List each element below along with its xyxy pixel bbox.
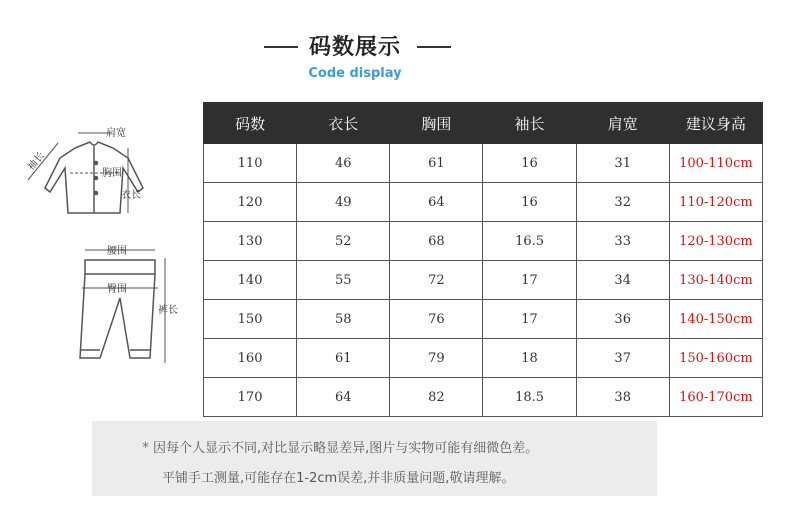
title-line-right [417, 46, 451, 48]
cell-height: 150-160cm [669, 339, 762, 378]
garment-diagram [20, 118, 195, 378]
cell-shoulder: 33 [576, 222, 669, 261]
title-line-left [264, 46, 298, 48]
cell-chest: 79 [390, 339, 483, 378]
cell-shoulder: 32 [576, 183, 669, 222]
label-length: 衣长 [121, 190, 141, 201]
note-line-1 [142, 437, 538, 456]
cell-length: 46 [297, 144, 390, 183]
cell-sleeve: 16 [483, 144, 576, 183]
page-subtitle: Code display [308, 66, 402, 81]
cell-length: 64 [297, 378, 390, 417]
header-height: 建议身高 [669, 103, 762, 144]
table-row [204, 300, 763, 339]
cell-height: 100-110cm [669, 144, 762, 183]
label-shoulder: 肩宽 [106, 128, 126, 139]
cell-sleeve: 17 [483, 300, 576, 339]
cell-sleeve: 16.5 [483, 222, 576, 261]
cell-chest: 68 [390, 222, 483, 261]
cell-height: 130-140cm [669, 261, 762, 300]
cell-length: 61 [297, 339, 390, 378]
cell-shoulder: 37 [576, 339, 669, 378]
label-hip: 臀围 [107, 284, 127, 295]
pants-illustration [80, 260, 155, 358]
cell-shoulder: 36 [576, 300, 669, 339]
cell-size: 120 [204, 183, 297, 222]
page-title: 码数展示 [308, 35, 401, 60]
cell-length: 49 [297, 183, 390, 222]
table-header-row [204, 103, 763, 144]
cell-sleeve: 17 [483, 261, 576, 300]
table-row [204, 261, 763, 300]
header-sleeve: 袖长 [483, 103, 576, 144]
cell-length: 55 [297, 261, 390, 300]
note-text-1: 因每个人显示不同,对比显示略显差异,图片与实物可能有细微色差。 [153, 441, 539, 456]
cell-sleeve: 18 [483, 339, 576, 378]
cell-size: 160 [204, 339, 297, 378]
table-row [204, 222, 763, 261]
cell-shoulder: 38 [576, 378, 669, 417]
cell-size: 130 [204, 222, 297, 261]
header-shoulder: 肩宽 [576, 103, 669, 144]
cell-shoulder: 31 [576, 144, 669, 183]
note-line-2 [162, 467, 514, 486]
table-row [204, 378, 763, 417]
cell-size: 110 [204, 144, 297, 183]
cell-height: 140-150cm [669, 300, 762, 339]
label-waist: 腰围 [107, 246, 127, 257]
cell-chest: 61 [390, 144, 483, 183]
label-sleeve: 袖长 [25, 150, 48, 173]
cell-length: 58 [297, 300, 390, 339]
header-length: 衣长 [297, 103, 390, 144]
header [0, 22, 790, 92]
cell-chest: 82 [390, 378, 483, 417]
notes-box [92, 421, 657, 496]
cell-chest: 72 [390, 261, 483, 300]
label-chest: 胸围 [102, 168, 122, 179]
note-text-2: 平铺手工测量,可能存在1-2cm误差,并非质量问题,敬请理解。 [162, 471, 515, 486]
cell-height: 110-120cm [669, 183, 762, 222]
cell-shoulder: 34 [576, 261, 669, 300]
cell-chest: 64 [390, 183, 483, 222]
header-size: 码数 [204, 103, 297, 144]
asterisk-icon: * [142, 440, 149, 456]
cell-height: 160-170cm [669, 378, 762, 417]
cell-sleeve: 16 [483, 183, 576, 222]
table-row [204, 144, 763, 183]
table-row [204, 339, 763, 378]
garment-svg [20, 118, 195, 378]
label-pants-length: 裤长 [158, 305, 178, 316]
cell-size: 170 [204, 378, 297, 417]
cell-height: 120-130cm [669, 222, 762, 261]
header-chest: 胸围 [390, 103, 483, 144]
cell-sleeve: 18.5 [483, 378, 576, 417]
cell-size: 140 [204, 261, 297, 300]
cell-chest: 76 [390, 300, 483, 339]
size-table [203, 102, 763, 417]
cell-length: 52 [297, 222, 390, 261]
table-row [204, 183, 763, 222]
cell-size: 150 [204, 300, 297, 339]
